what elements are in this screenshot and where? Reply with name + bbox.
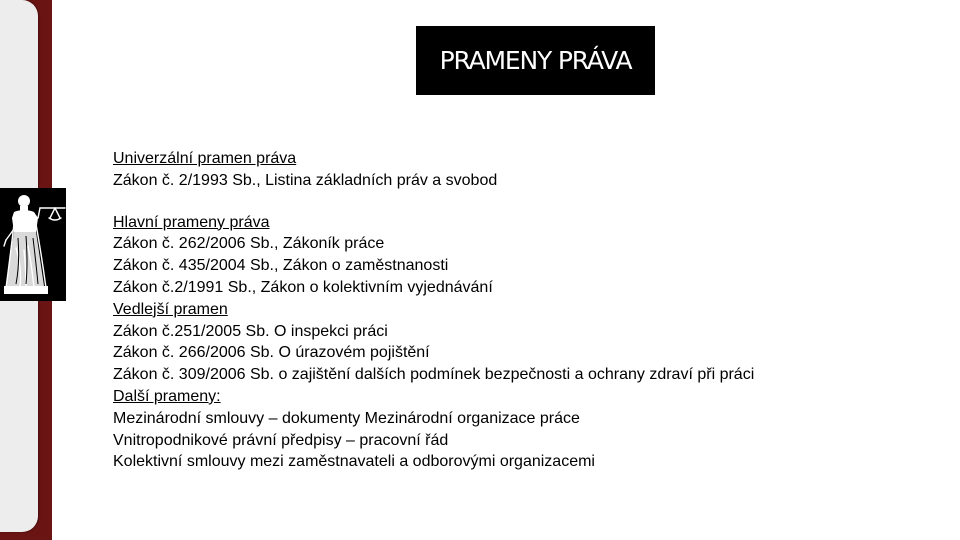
section-heading: Hlavní prameny práva [113, 213, 270, 231]
list-item: Zákon č. 266/2006 Sb. O úrazovém pojištění [113, 344, 430, 362]
title-box [416, 26, 655, 95]
list-item: Zákon č. 435/2004 Sb., Zákon o zaměstnanosti [113, 257, 449, 275]
slide-title: PRAMENY PRÁVA [439, 46, 632, 75]
list-item: Zákon č.2/1991 Sb., Zákon o kolektivním vyjednávání [113, 278, 493, 296]
section-heading: Další prameny: [113, 387, 221, 405]
list-item: Vnitropodnikové právní předpisy – pracovní řád [113, 431, 449, 449]
lady-justice-icon [0, 188, 66, 301]
list-item: Mezinárodní smlouvy – dokumenty Mezinárodní organizace práce [113, 409, 580, 427]
list-item: Zákon č. 262/2006 Sb., Zákoník práce [113, 235, 385, 253]
list-item: Zákon č. 2/1993 Sb., Listina základních práv a svobod [113, 171, 498, 189]
slide-content [113, 148, 853, 473]
section-heading: Univerzální pramen práva [113, 150, 297, 167]
section-heading: Vedlejší pramen [113, 300, 228, 318]
list-item: Zákon č.251/2005 Sb. O inspekci práci [113, 322, 388, 340]
list-item: Kolektivní smlouvy mezi zaměstnavateli a odborovými organizacemi [113, 453, 595, 471]
section-spacer [113, 192, 853, 212]
list-item: Zákon č. 309/2006 Sb. o zajištění dalších podmínek bezpečnosti a ochrany zdraví při práci [113, 366, 755, 384]
